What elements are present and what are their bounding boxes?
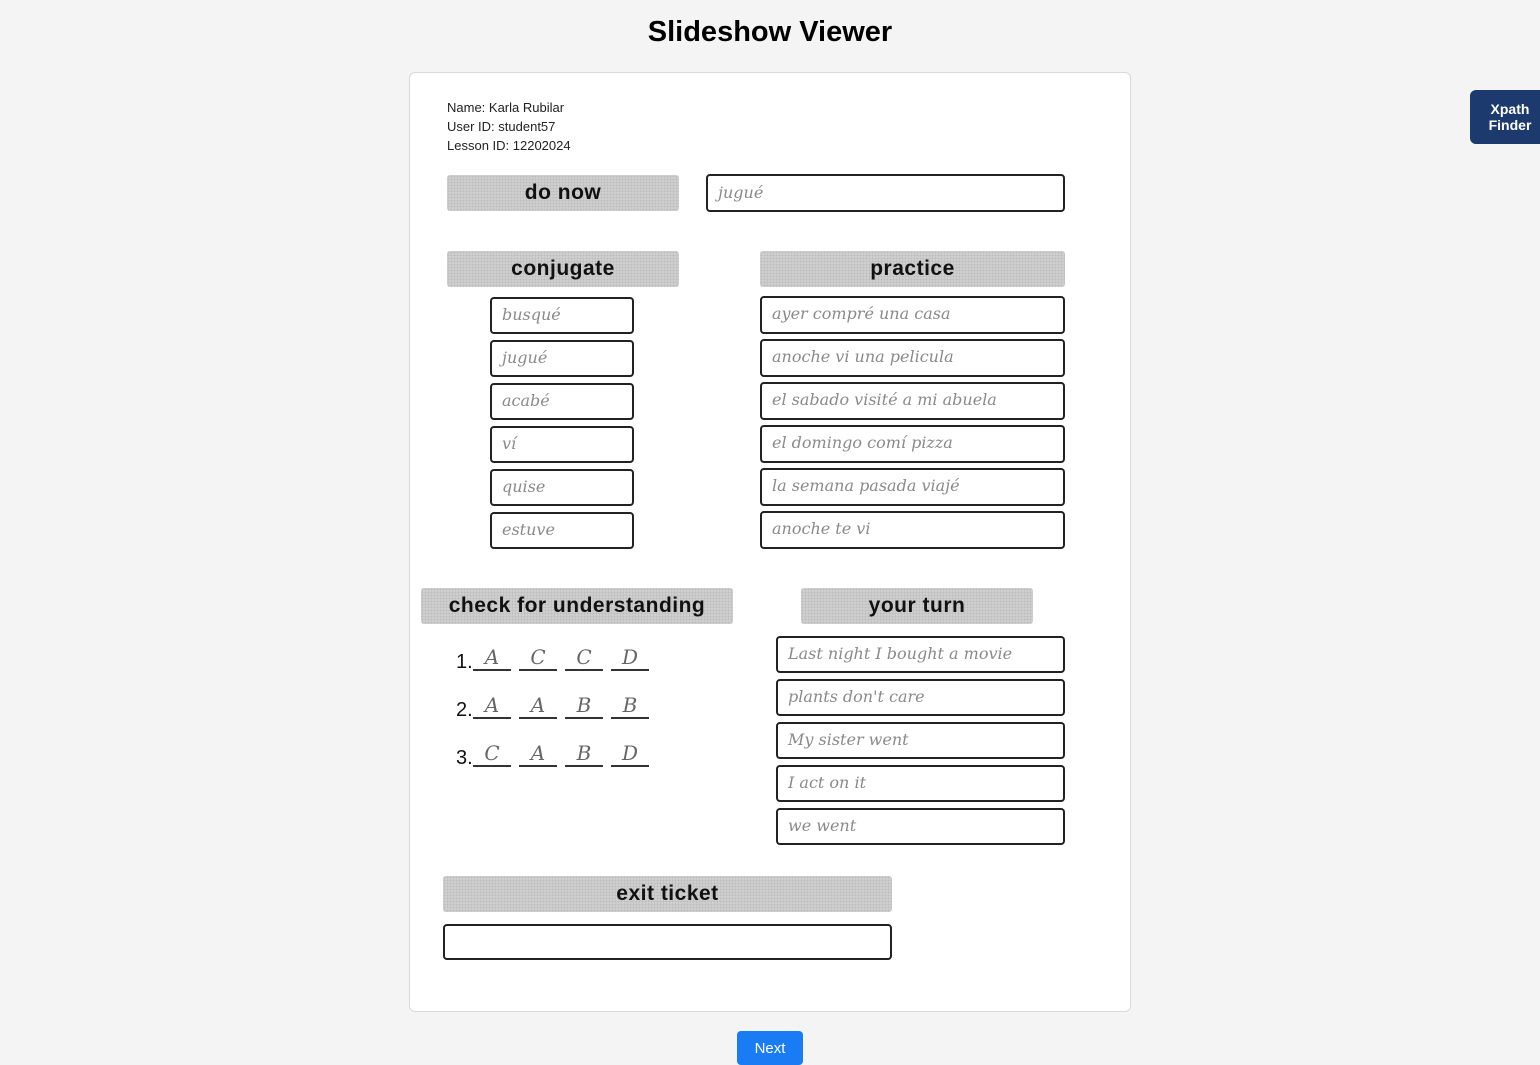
your-turn-header: your turn (801, 588, 1033, 624)
next-button[interactable]: Next (737, 1031, 803, 1065)
question-answer: C (565, 645, 603, 671)
practice-answer: el sabado visité a mi abuela (760, 382, 1065, 420)
page-title: Slideshow Viewer (647, 16, 893, 48)
exit-ticket-answer (443, 924, 892, 960)
practice-answer: el domingo comí pizza (760, 425, 1065, 463)
your-turn-answer: plants don't care (776, 679, 1065, 716)
question-answer: A (473, 645, 511, 671)
practice-answer: anoche vi una pelicula (760, 339, 1065, 377)
question-answer: A (519, 741, 557, 767)
do-now-header: do now (447, 175, 679, 211)
question-answer: B (611, 693, 649, 719)
question-number: 3. (456, 747, 473, 769)
your-turn-answer: Last night I bought a movie (776, 636, 1065, 673)
slide-image (409, 72, 1131, 1012)
practice-answer: la semana pasada viajé (760, 468, 1065, 506)
conjugate-answer: busqué (490, 297, 634, 334)
student-info (447, 98, 571, 155)
conjugate-answer: jugué (490, 340, 634, 377)
practice-answer: ayer compré una casa (760, 296, 1065, 334)
lesson-id: Lesson ID: 12202024 (447, 138, 571, 153)
practice-answer: anoche te vi (760, 511, 1065, 549)
conjugate-answer: quise (490, 469, 634, 506)
conjugate-answer: acabé (490, 383, 634, 420)
xpath-finder-tab[interactable]: Xpath Finder (1470, 90, 1540, 144)
user-id: User ID: student57 (447, 119, 556, 134)
check-header: check for understanding (421, 588, 733, 624)
question-number: 1. (456, 651, 473, 673)
question-answer: C (473, 741, 511, 767)
your-turn-answer: we went (776, 808, 1065, 845)
your-turn-answer: My sister went (776, 722, 1065, 759)
practice-header: practice (760, 251, 1065, 287)
question-answer: C (519, 645, 557, 671)
conjugate-header: conjugate (447, 251, 679, 287)
question-answer: A (519, 693, 557, 719)
conjugate-answer: ví (490, 426, 634, 463)
conjugate-answer: estuve (490, 512, 634, 549)
question-number: 2. (456, 699, 473, 721)
do-now-answer: jugué (706, 174, 1065, 212)
question-answer: B (565, 693, 603, 719)
question-answer: B (565, 741, 603, 767)
student-name: Name: Karla Rubilar (447, 100, 565, 115)
question-answer: D (611, 741, 649, 767)
your-turn-answer: I act on it (776, 765, 1065, 802)
question-answer: D (611, 645, 649, 671)
question-answer: A (473, 693, 511, 719)
exit-ticket-header: exit ticket (443, 876, 892, 912)
